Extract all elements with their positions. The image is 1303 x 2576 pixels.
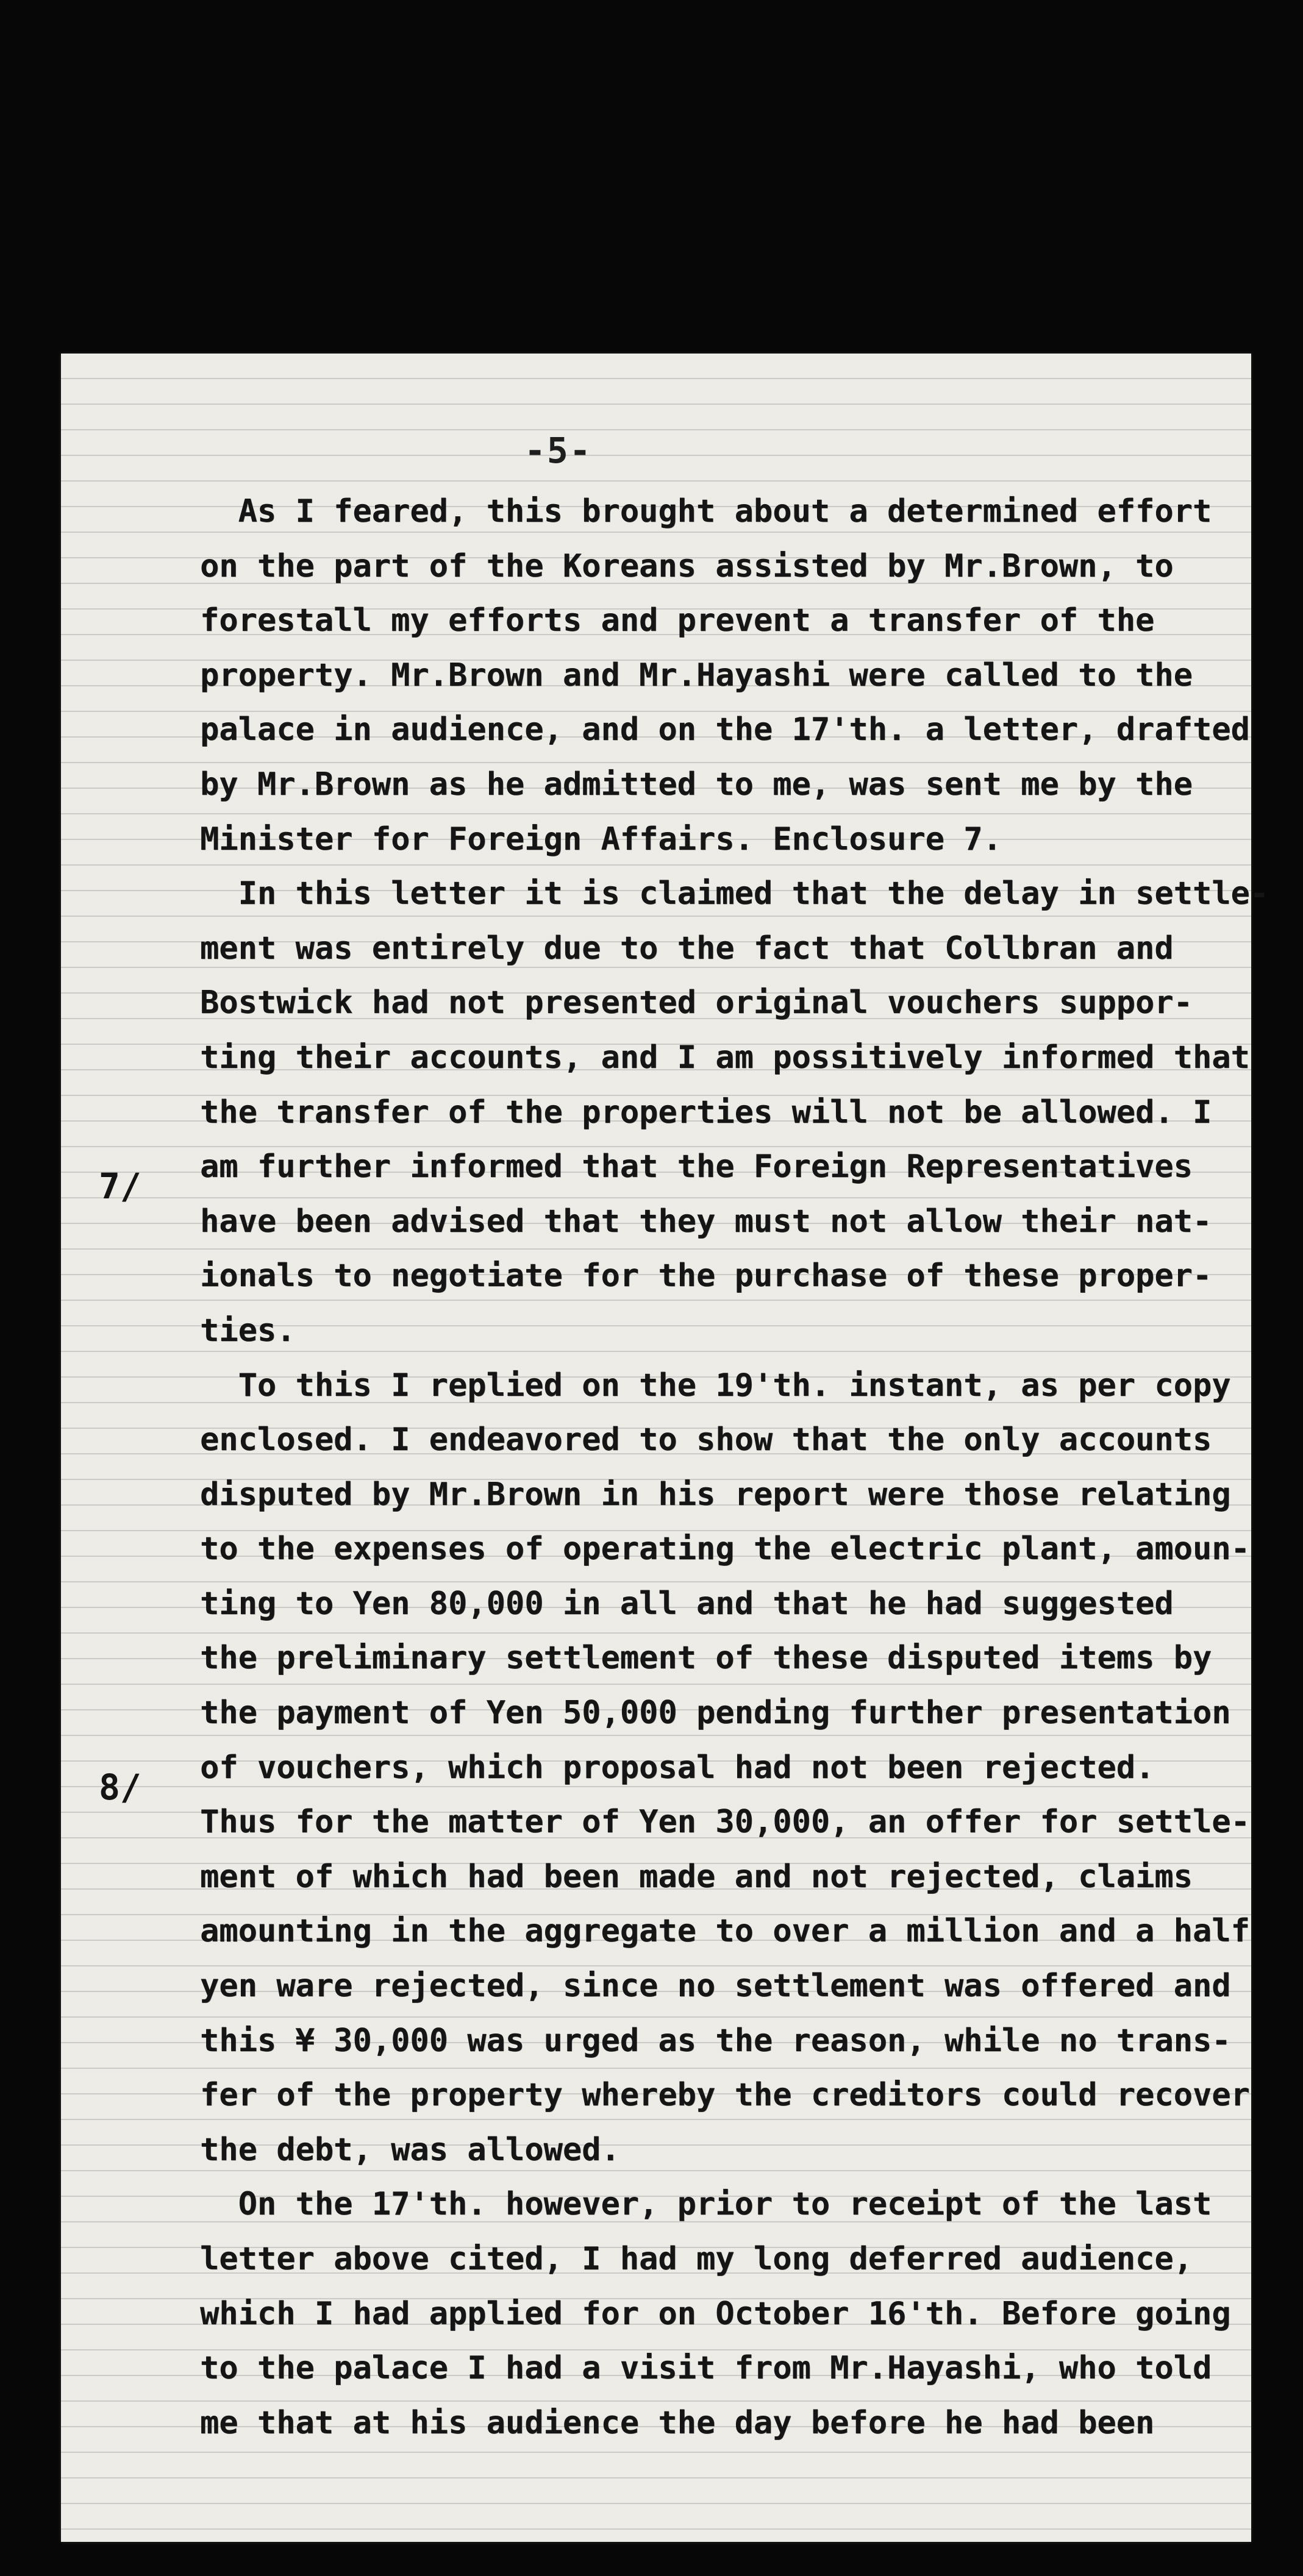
text-line: ment of which had been made and not rejected, claims bbox=[200, 1858, 1193, 1895]
text-line: the transfer of the properties will not be allowed. I bbox=[200, 1094, 1212, 1131]
text-line: this ¥ 30,000 was urged as the reason, while no trans- bbox=[200, 2022, 1231, 2059]
text-line: which I had applied for on October 16'th. Before going bbox=[200, 2295, 1231, 2332]
text-line: the preliminary settlement of these disputed items by bbox=[200, 1640, 1212, 1677]
text-line: yen ware rejected, since no settlement was offered and bbox=[200, 1968, 1231, 2005]
text-line: As I feared, this brought about a determined effort bbox=[200, 493, 1212, 530]
text-line: property. Mr.Brown and Mr.Hayashi were called to the bbox=[200, 656, 1193, 694]
text-line: In this letter it is claimed that the delay in settle- bbox=[200, 875, 1269, 913]
text-line: of vouchers, which proposal had not been rejected. bbox=[200, 1749, 1155, 1786]
body-text bbox=[200, 485, 1269, 2450]
text-line: have been advised that they must not allow their nat- bbox=[200, 1203, 1212, 1240]
text-line: ment was entirely due to the fact that Collbran and bbox=[200, 930, 1174, 967]
text-line: ionals to negotiate for the purchase of these proper- bbox=[200, 1258, 1212, 1295]
text-line: forestall my efforts and prevent a transfer of the bbox=[200, 602, 1155, 639]
margin-note-enclosure-7: 7/ bbox=[99, 1165, 141, 1207]
text-line: the debt, was allowed. bbox=[200, 2131, 620, 2168]
page-number: -5- bbox=[524, 430, 592, 471]
text-line: palace in audience, and on the 17'th. a letter, drafted bbox=[200, 711, 1250, 749]
text-line: letter above cited, I had my long deferred audience, bbox=[200, 2241, 1193, 2277]
text-line: by Mr.Brown as he admitted to me, was sent me by the bbox=[200, 766, 1193, 803]
text-line: Minister for Foreign Affairs. Enclosure 7. bbox=[200, 820, 1002, 858]
text-line: On the 17'th. however, prior to receipt of the last bbox=[200, 2186, 1212, 2223]
text-line: on the part of the Koreans assisted by Mr.Brown, to bbox=[200, 547, 1174, 585]
text-line: to the expenses of operating the electric plant, amoun- bbox=[200, 1531, 1250, 1568]
text-line: Bostwick had not presented original vouchers suppor- bbox=[200, 984, 1193, 1022]
text-line: fer of the property whereby the creditors could recover bbox=[200, 2077, 1250, 2114]
text-line: the payment of Yen 50,000 pending further presentation bbox=[200, 1695, 1231, 1732]
typed-page bbox=[61, 354, 1269, 2542]
text-line: enclosed. I endeavored to show that the only accounts bbox=[200, 1421, 1212, 1459]
text-line: me that at his audience the day before he had been bbox=[200, 2404, 1155, 2441]
text-line: disputed by Mr.Brown in his report were those relating bbox=[200, 1476, 1231, 1513]
text-line: To this I replied on the 19'th. instant, as per copy bbox=[200, 1367, 1231, 1404]
text-line: ting to Yen 80,000 in all and that he had suggested bbox=[200, 1585, 1174, 1622]
text-line: amounting in the aggregate to over a million and a half bbox=[200, 1913, 1250, 1950]
text-line: ting their accounts, and I am possitively informed that bbox=[200, 1039, 1250, 1076]
margin-note-enclosure-8: 8/ bbox=[99, 1767, 141, 1808]
text-line: ties. bbox=[200, 1312, 296, 1349]
text-line: am further informed that the Foreign Representatives bbox=[200, 1148, 1193, 1186]
text-line: to the palace I had a visit from Mr.Hayashi, who told bbox=[200, 2350, 1212, 2387]
text-line: Thus for the matter of Yen 30,000, an offer for settle- bbox=[200, 1804, 1250, 1841]
